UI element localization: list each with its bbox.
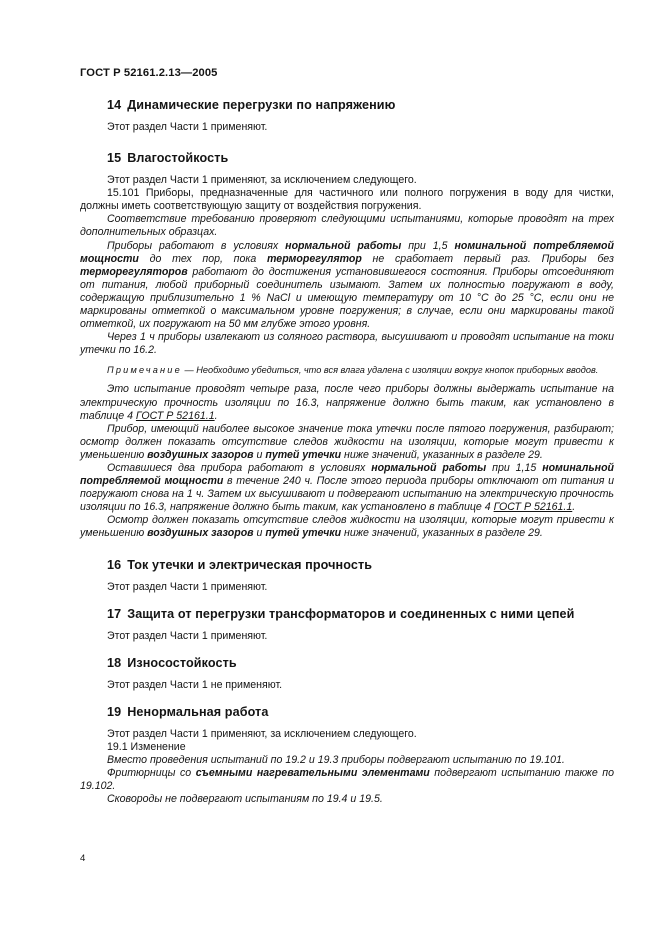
section-18-heading (80, 655, 614, 671)
paragraph: Приборы работают в условиях нормальной работы при 1,5 номинальной потребляемой мощности до тех пор, пока терморегулятор не сработает первый раз. Приборы без терморегуляторов работают до достижения установившегося состояния. Приборы отсоединяют от питания, любой приборный соединитель изымают. Затем их полностью погружают в воду, содержащую приблизительно 1 % NaCl и имеющую температуру от 10 °С до 25 °С, если они не маркированы отметкой о максимальном уровне погружения; в случае, если они маркированы такой отметкой, их погружают на 50 мм глубже этого уровня. (80, 239, 614, 331)
section-18-text: Этот раздел Части 1 не применяют. (107, 678, 283, 691)
paragraph: Прибор, имеющий наиболее высокое значение тока утечки после пятого погружения, разбирают; осмотр должен показать отсутствие следов жидкости на изоляции, которые могут привести к уменьшению воздушных зазоров и путей утечки ниже значений, указанных в разделе 29. (80, 422, 614, 461)
section-title: Ненормальная работа (127, 704, 269, 719)
document-header: ГОСТ Р 52161.2.13—2005 (80, 67, 218, 79)
section-number: 15 (107, 151, 122, 166)
note-text: — Необходимо убедиться, что вся влага удалена с изоляции вокруг кнопок приборных вводов. (181, 365, 599, 376)
paragraph: Осмотр должен показать отсутствие следов жидкости на изоляции, которые могут привести к уменьшению воздушных зазоров и путей утечки ниже значений, указанных в разделе 29. (80, 514, 614, 540)
document-body (80, 97, 614, 806)
section-number: 14 (107, 98, 122, 112)
section-16-text: Этот раздел Части 1 применяют. (107, 580, 268, 593)
section-17-text: Этот раздел Части 1 применяют. (107, 629, 268, 642)
section-number: 19 (107, 704, 122, 719)
page-number: 4 (80, 853, 86, 864)
section-title: Влагостойкость (127, 151, 229, 166)
paragraph: Через 1 ч приборы извлекают из соляного раствора, высушивают и проводят испытание на токи утечки по 16.2. (80, 331, 614, 357)
section-title: Ток утечки и электрическая прочность (127, 557, 373, 572)
note (80, 364, 614, 376)
section-14-heading (80, 97, 614, 113)
section-14-text: Этот раздел Части 1 применяют. (107, 121, 268, 133)
section-number: 16 (107, 557, 122, 572)
section-title: Защита от перегрузки трансформаторов и соединенных с ними цепей (127, 606, 575, 621)
section-number: 18 (107, 655, 122, 670)
note-label: Примечание (107, 365, 182, 376)
subsection-heading: 19.1 Изменение (107, 740, 186, 753)
section-title: Динамические перегрузки по напряжению (127, 98, 396, 112)
paragraph: Оставшиеся два прибора работают в условиях нормальной работы при 1,15 номинальной потребляемой мощности в течение 240 ч. После этого периода приборы отключают от питания и погружают снова на 1 ч. Затем их высушивают и подвергают испытанию на электрическую прочность изоляции по 16.3, напряжение должно быть таким, как установлено в таблице 4 ГОСТ Р 52161.1. (80, 461, 615, 514)
paragraph: Этот раздел Части 1 применяют, за исключением следующего. (107, 727, 417, 740)
paragraph: Соответствие требованию проверяют следующими испытаниями, которые проводят на трех дополнительных образцах. (80, 213, 614, 239)
paragraph: Сковороды не подвергают испытаниям по 19.4 и 19.5. (107, 793, 383, 806)
section-15-heading (80, 150, 614, 166)
section-19-heading (80, 704, 614, 720)
standard-link[interactable]: ГОСТ Р 52161.1 (493, 501, 573, 514)
section-16-heading (80, 557, 614, 573)
section-number: 17 (107, 606, 122, 621)
paragraph: Вместо проведения испытаний по 19.2 и 19.3 приборы подвергают испытанию по 19.101. (107, 754, 565, 766)
paragraph: Это испытание проводят четыре раза, после чего приборы должны выдержать испытание на электрическую прочность изоляции по 16.3, напряжение должно быть таким, как установлено в таблице 4 ГОСТ Р 52161.1. (80, 383, 614, 422)
standard-link[interactable]: ГОСТ Р 52161.1 (135, 409, 215, 422)
paragraph: Этот раздел Части 1 применяют, за исключением следующего. (107, 174, 417, 187)
section-title: Износостойкость (127, 655, 237, 670)
paragraph: Фритюрницы со съемными нагревательными элементами подвергают испытанию также по 19.102. (80, 767, 614, 793)
section-17-heading (80, 606, 614, 622)
paragraph: 15.101 Приборы, предназначенные для частичного или полного погружения в воду для чистки, должны иметь соответствующую защиту от воздействия погружения. (80, 187, 614, 213)
